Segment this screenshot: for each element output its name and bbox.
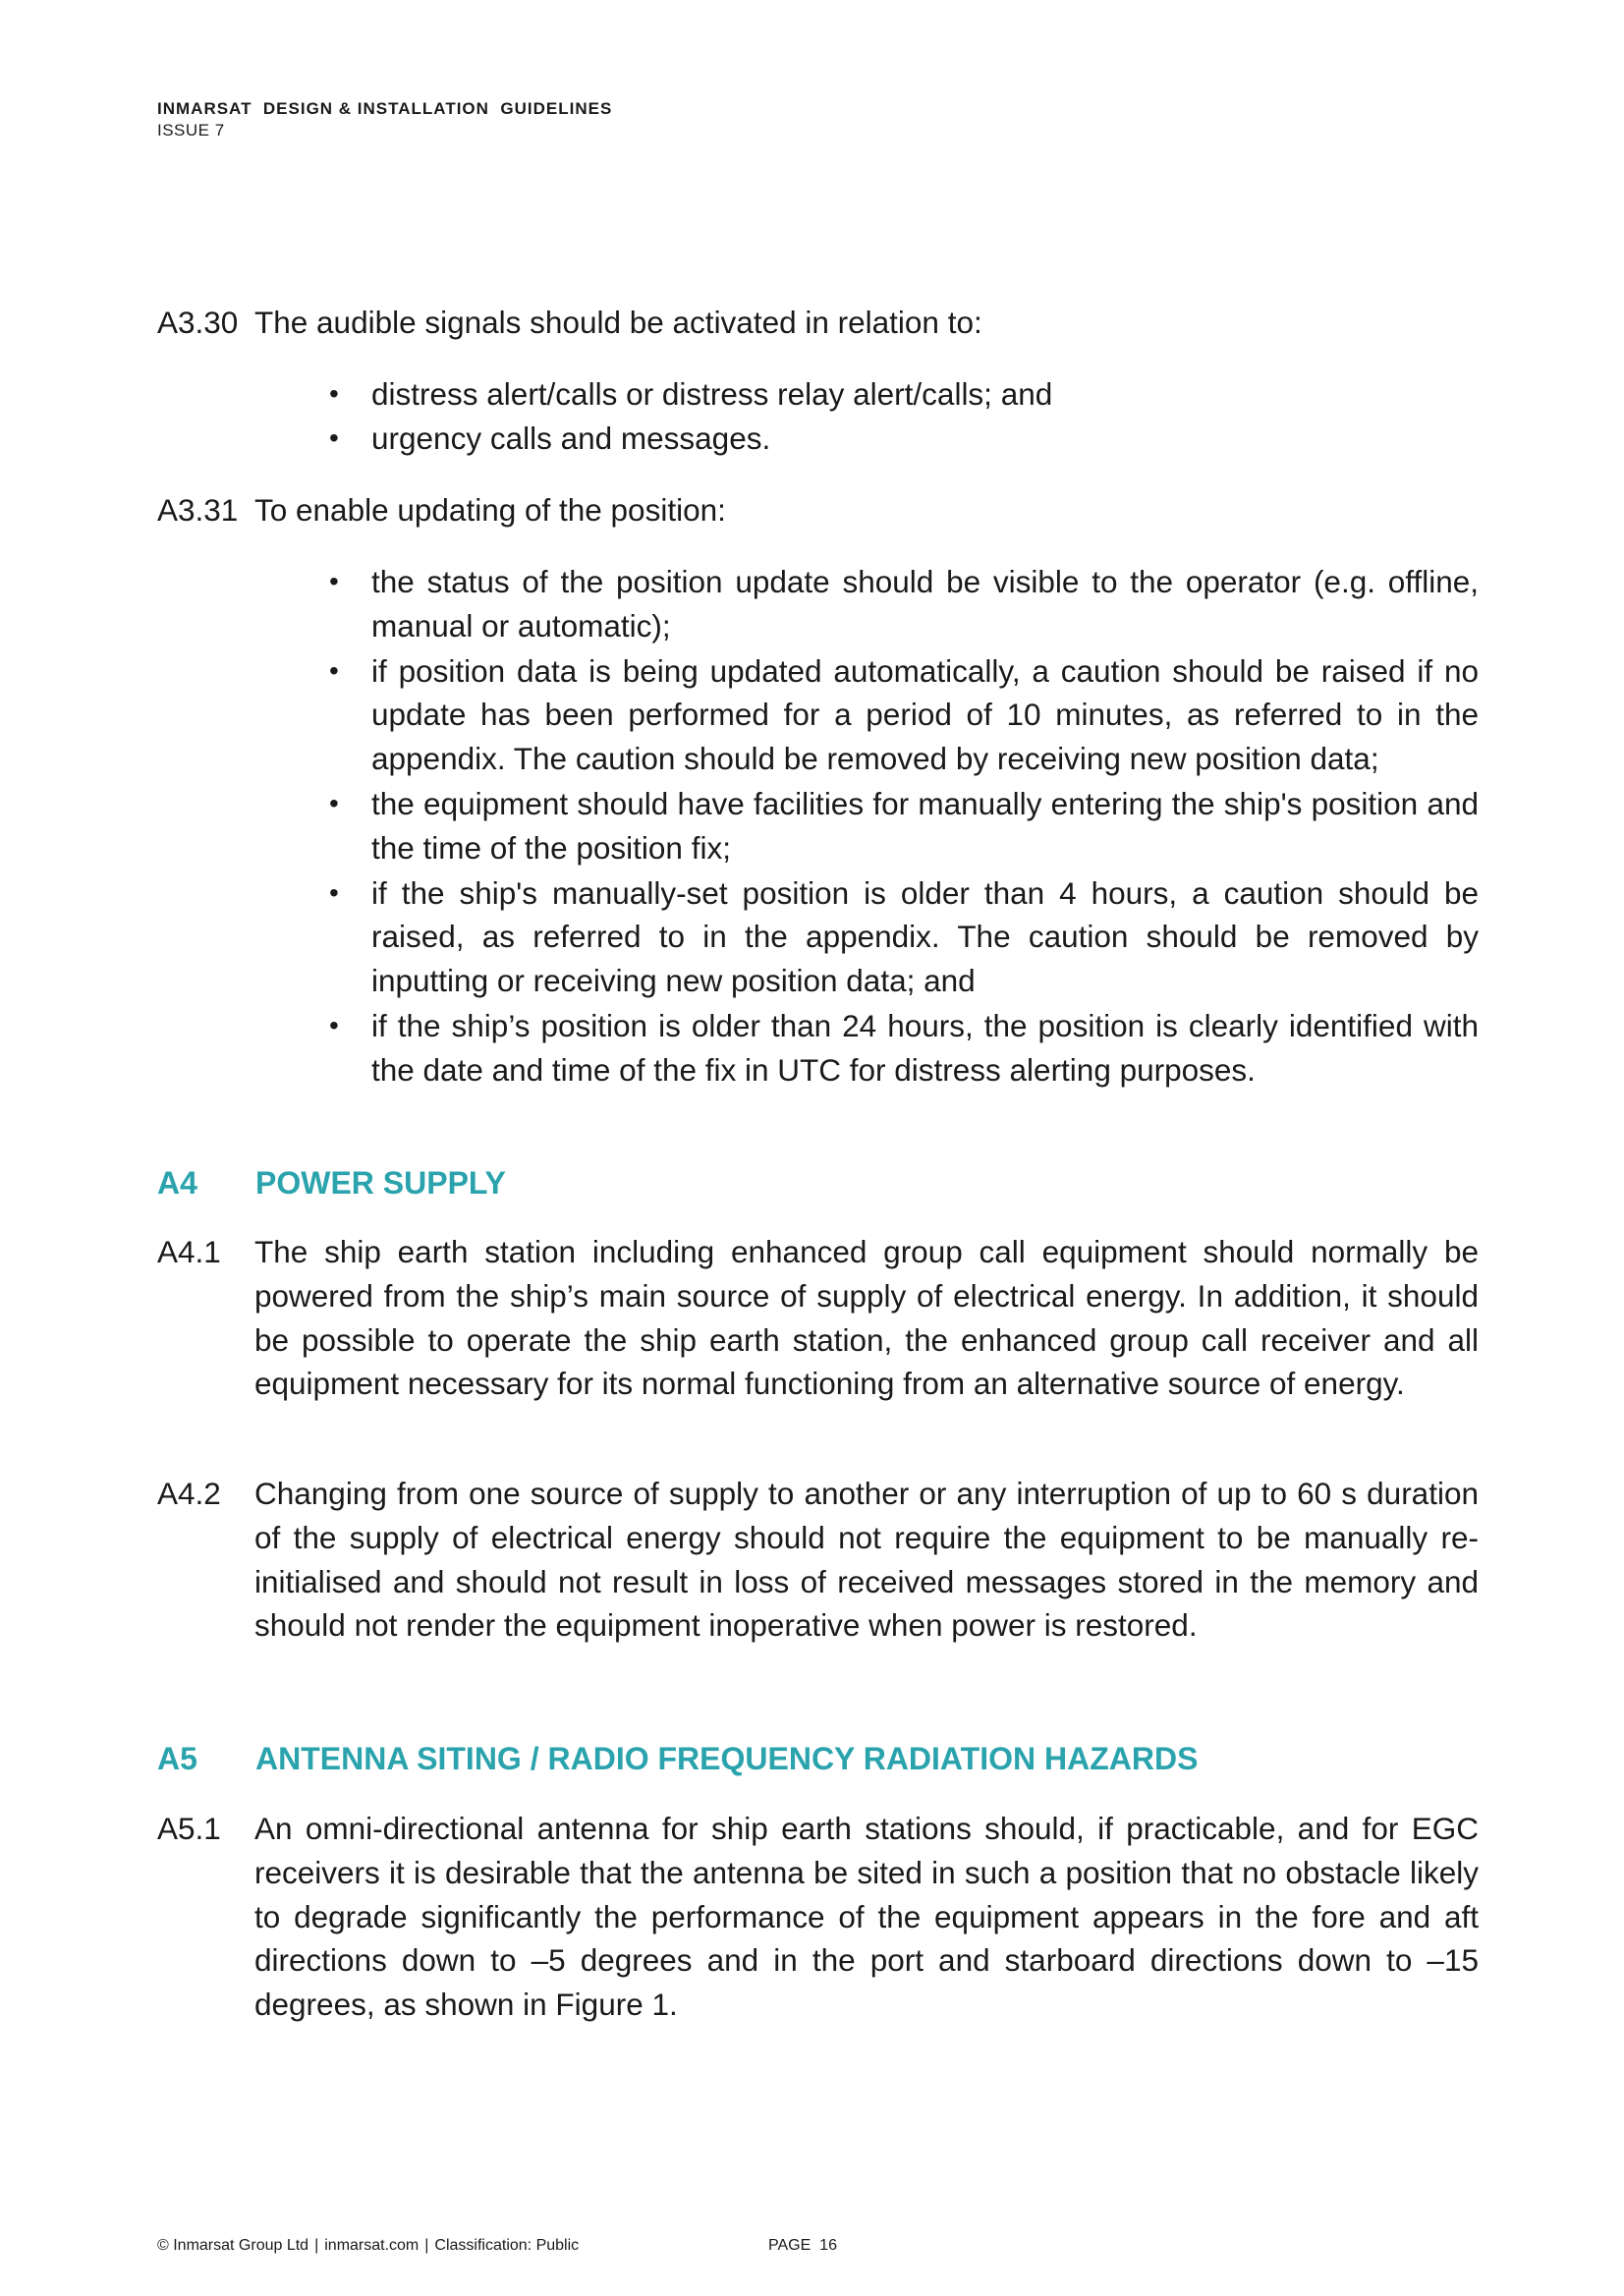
list-item: • if the ship's manually-set position is older than 4 hours, a caution should be raised, as referred to in the appendix. The caution should be removed by inputting or receiving new position data; and xyxy=(371,871,1479,1003)
page-footer xyxy=(157,2235,837,2257)
footer-separator: | xyxy=(424,2237,429,2254)
paragraph-number: A3.30 xyxy=(157,305,239,340)
footer-separator: | xyxy=(314,2237,319,2254)
header-title: INMARSAT DESIGN & INSTALLATION GUIDELINES xyxy=(157,99,613,118)
paragraph-text: An omni-directional antenna for ship earth stations should, if practicable, and for EGC receivers it is desirable that the antenna be sited in such a position that no obstacle likely to degrade significantly the performance of the equipment appears in the fore and aft directions down to –5 degrees and in the port and starboard directions down to –15 degrees, as shown in Figure 1. xyxy=(254,1811,1479,2023)
paragraph-number: A4.2 xyxy=(157,1476,221,1511)
section-number: A4 xyxy=(157,1165,197,1201)
paragraph-text: To enable updating of the position: xyxy=(254,492,726,528)
header-issue: ISSUE 7 xyxy=(157,121,225,140)
section-heading-a5 xyxy=(157,1737,1479,1781)
paragraph-text: The ship earth station including enhanced group call equipment should normally be powered from the ship’s main source of supply of electrical energy. In addition, it should be possible to operate the ship earth station, the enhanced group call receiver and all equipment necessary for its normal functioning from an alternative source of energy. xyxy=(254,1234,1479,1402)
paragraph-a4-2 xyxy=(157,1472,1479,1648)
paragraph-number: A5.1 xyxy=(157,1811,221,1846)
section-number: A5 xyxy=(157,1741,197,1776)
paragraph-text: Changing from one source of supply to another or any interruption of up to 60 s duration of the supply of electrical energy should not require the equipment to be manually re-initialised and should not result in loss of received messages stored in the memory and should not render the equipment inoperative when power is restored. xyxy=(254,1476,1479,1644)
list-item: • urgency calls and messages. xyxy=(371,417,1479,461)
page-header xyxy=(157,98,612,141)
footer-website: inmarsat.com xyxy=(324,2237,420,2254)
paragraph-text: The audible signals should be activated in relation to: xyxy=(254,305,982,340)
footer-copyright: © Inmarsat Group Ltd xyxy=(157,2237,309,2254)
bullet-icon: • xyxy=(329,566,339,596)
bullet-icon: • xyxy=(329,378,339,409)
bullet-icon: • xyxy=(329,787,339,818)
paragraph-a3-31 xyxy=(157,488,1479,532)
list-item: • if position data is being updated automatically, a caution should be raised if no update has been performed for a period of 10 minutes, as referred to in the appendix. The caution should be removed by receiving new position data; xyxy=(371,649,1479,781)
footer-page-number: PAGE 16 xyxy=(768,2237,837,2254)
list-item: • the status of the position update should be visible to the operator (e.g. offline, manual or automatic); xyxy=(371,560,1479,648)
paragraph-a4-1 xyxy=(157,1230,1479,1406)
footer-classification: Classification: Public xyxy=(434,2237,580,2254)
bullet-list-a3-30 xyxy=(329,372,1479,461)
section-title: POWER SUPPLY xyxy=(255,1165,506,1201)
paragraph-a5-1 xyxy=(157,1807,1479,2027)
bullet-icon: • xyxy=(329,1009,339,1040)
section-title: ANTENNA SITING / RADIO FREQUENCY RADIATION HAZARDS xyxy=(255,1741,1199,1776)
paragraph-number: A4.1 xyxy=(157,1234,221,1269)
paragraph-number: A3.31 xyxy=(157,492,239,528)
bullet-icon: • xyxy=(329,876,339,908)
list-item: • distress alert/calls or distress relay alert/calls; and xyxy=(371,372,1479,417)
bullet-icon: • xyxy=(329,654,339,686)
section-heading-a4 xyxy=(157,1161,1479,1205)
list-item: • if the ship’s position is older than 24 hours, the position is clearly identified with the date and time of the fix in UTC for distress alerting purposes. xyxy=(371,1004,1479,1092)
bullet-icon: • xyxy=(329,421,339,453)
paragraph-a3-30 xyxy=(157,301,1479,345)
list-item: • the equipment should have facilities for manually entering the ship's position and the time of the position fix; xyxy=(371,782,1479,870)
bullet-list-a3-31 xyxy=(329,560,1479,1092)
